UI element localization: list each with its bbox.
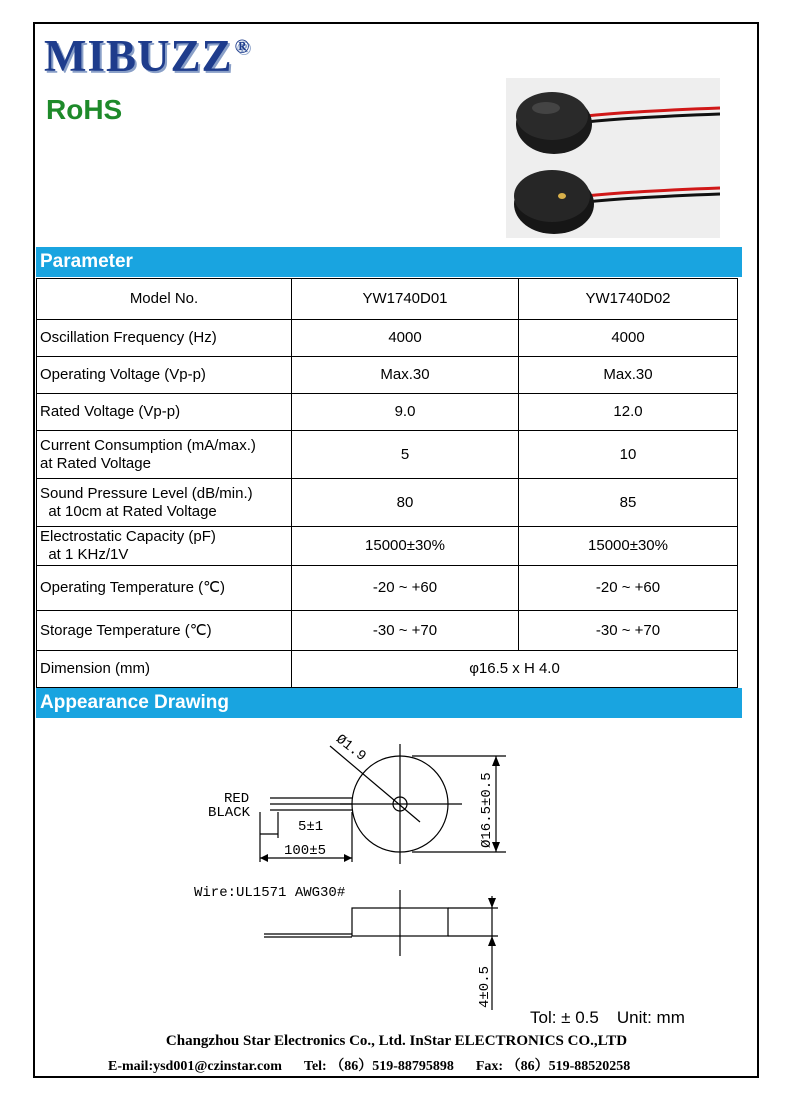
table-row <box>37 394 738 431</box>
row-label: Current Consumption (mA/max.) at Rated Voltage <box>37 431 292 479</box>
row-value: 15000±30% <box>519 527 738 566</box>
footer-fax: Fax: （86）519-88520258 <box>475 1059 631 1074</box>
row-value: 4000 <box>519 320 738 357</box>
parameter-table <box>36 278 738 688</box>
row-value: -20 ~ +60 <box>519 566 738 611</box>
header-cell: YW1740D01 <box>292 279 519 320</box>
lead-length-label: 100±5 <box>284 843 327 859</box>
footer-email: E-mail:ysd001@czinstar.com <box>108 1059 282 1074</box>
appearance-section-title: Appearance Drawing <box>36 688 742 718</box>
footer-tel: Tel: （86）519-88795898 <box>303 1059 454 1074</box>
row-value: Max.30 <box>519 357 738 394</box>
row-value: Max.30 <box>292 357 519 394</box>
parameter-section-title: Parameter <box>36 247 742 277</box>
table-header-row <box>37 279 738 320</box>
product-photo <box>506 78 720 238</box>
table-row <box>37 611 738 651</box>
table-row <box>37 527 738 566</box>
row-value: 5 <box>292 431 519 479</box>
brand-name: MIBUZZ <box>44 31 233 81</box>
row-label: Operating Temperature (℃) <box>37 566 292 611</box>
rohs-label: RoHS <box>46 94 123 125</box>
brand-logo <box>44 30 251 82</box>
header-cell: YW1740D02 <box>519 279 738 320</box>
registered-mark: ® <box>234 36 251 58</box>
wire-spec-label: Wire:UL1571 AWG30# <box>194 885 346 901</box>
row-value: -20 ~ +60 <box>292 566 519 611</box>
row-label: Rated Voltage (Vp-p) <box>37 394 292 431</box>
row-value: 12.0 <box>519 394 738 431</box>
strip-length-label: 5±1 <box>298 819 324 835</box>
hole-diameter-label: Ø1.9 <box>332 731 369 765</box>
table-row <box>37 357 738 394</box>
table-row <box>37 566 738 611</box>
row-value: 9.0 <box>292 394 519 431</box>
header-cell: Model No. <box>37 279 292 320</box>
table-row <box>37 431 738 479</box>
row-value: 10 <box>519 431 738 479</box>
appearance-drawing <box>180 730 520 1015</box>
red-wire-label: RED <box>224 791 250 807</box>
outer-diameter-label: Ø16.5±0.5 <box>479 772 495 848</box>
footer-contacts <box>108 1055 652 1075</box>
black-wire-label: BLACK <box>208 805 251 821</box>
row-label: Storage Temperature (℃) <box>37 611 292 651</box>
row-value: 4000 <box>292 320 519 357</box>
row-label: Oscillation Frequency (Hz) <box>37 320 292 357</box>
row-value: 85 <box>519 479 738 527</box>
row-value: 15000±30% <box>292 527 519 566</box>
row-value: -30 ~ +70 <box>292 611 519 651</box>
row-value: -30 ~ +70 <box>519 611 738 651</box>
row-label: Electrostatic Capacity (pF) at 1 KHz/1V <box>37 527 292 566</box>
table-row <box>37 651 738 688</box>
table-row <box>37 479 738 527</box>
tolerance-value: Tol: ± 0.5 <box>530 1008 599 1027</box>
row-label: Operating Voltage (Vp-p) <box>37 357 292 394</box>
row-value: 80 <box>292 479 519 527</box>
footer-company: Changzhou Star Electronics Co., Ltd. InStar ELECTRONICS CO.,LTD <box>165 1033 628 1049</box>
height-label: 4±0.5 <box>477 965 493 1008</box>
row-label: Sound Pressure Level (dB/min.) at 10cm at Rated Voltage <box>37 479 292 527</box>
tolerance-note <box>530 1008 703 1028</box>
row-label: Dimension (mm) <box>37 651 292 688</box>
row-value: φ16.5 x H 4.0 <box>292 651 738 688</box>
table-row <box>37 320 738 357</box>
unit-value: Unit: mm <box>616 1008 685 1027</box>
